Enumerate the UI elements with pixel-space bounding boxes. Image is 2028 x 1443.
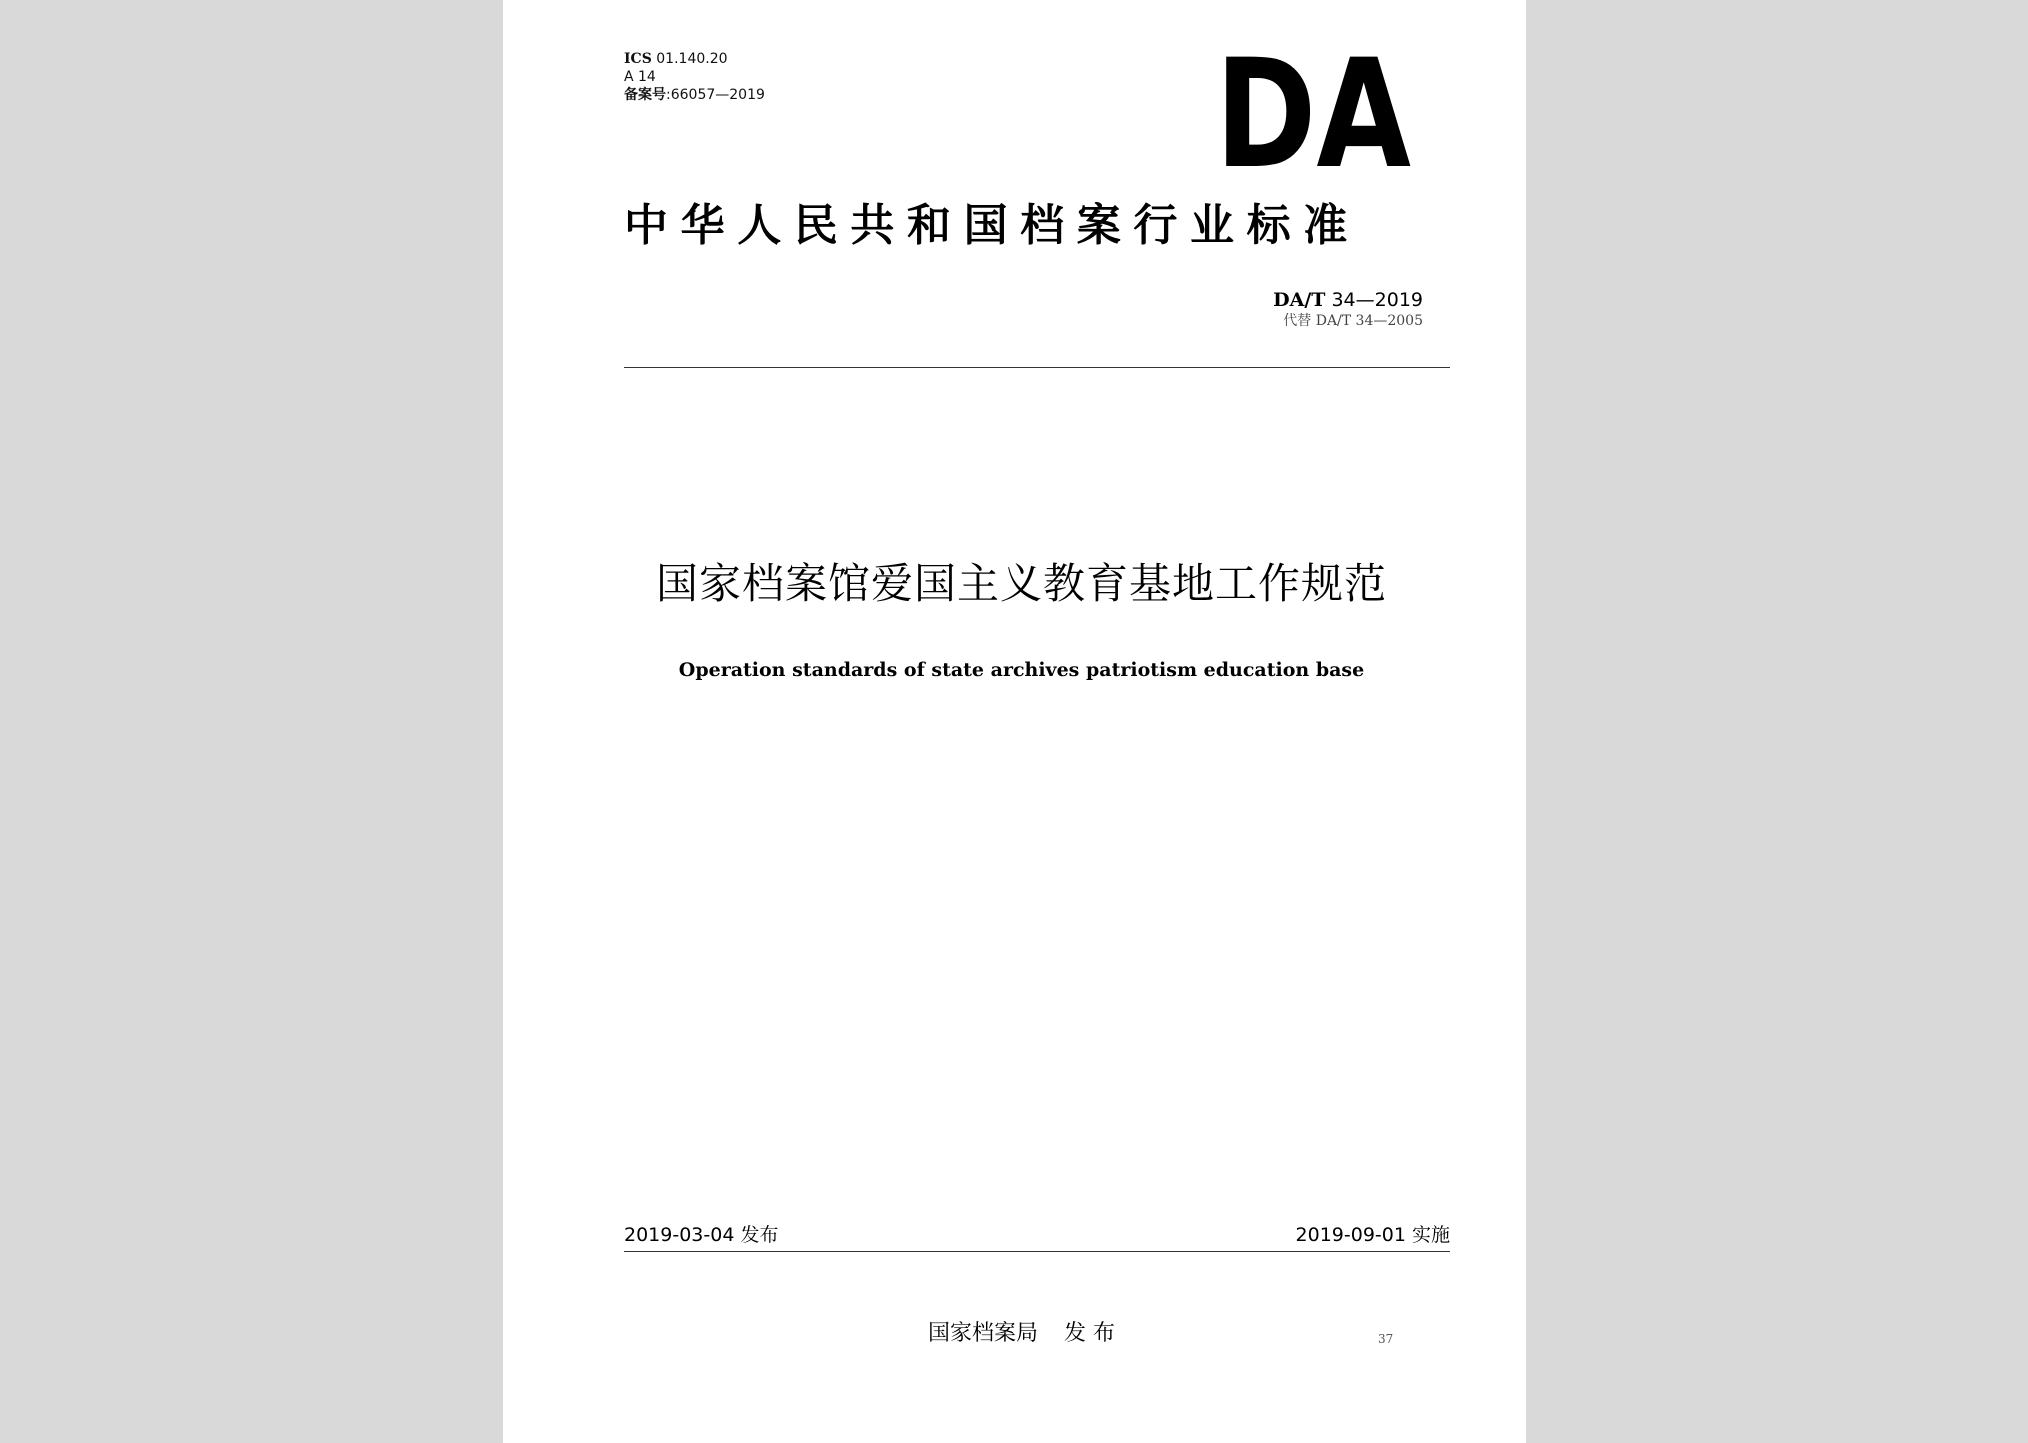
footer-divider (624, 1251, 1450, 1252)
ics-value: 01.140.20 (656, 51, 728, 67)
standard-code (1273, 288, 1423, 312)
header-divider (624, 367, 1450, 368)
document-title: 国家档案馆爱国主义教育基地工作规范 (655, 559, 1387, 608)
standard-code-number: 34—2019 (1325, 289, 1423, 311)
document-subtitle: Operation standards of state archives patriotism education base (678, 659, 1365, 681)
ics-line (624, 50, 765, 68)
publisher-action: 发 布 (1064, 1321, 1115, 1346)
ics-label: ICS (624, 51, 652, 67)
publisher-name: 国家档案局 (927, 1321, 1038, 1346)
standard-title: 中华人民共和国档案行业标准 (624, 200, 1360, 251)
document-page (503, 0, 1526, 1443)
record-value: :66057—2019 (666, 87, 765, 103)
classification-block (624, 50, 765, 104)
page-number: 37 (1378, 1332, 1394, 1346)
replaces-note: 代替 DA/T 34—2005 (1283, 313, 1423, 329)
record-label: 备案号 (624, 87, 666, 103)
release-date: 2019-03-04 发布 (624, 1224, 779, 1246)
standard-code-block (1273, 288, 1423, 330)
da-logo-text: DA (1215, 28, 1411, 202)
class-code: A 14 (624, 69, 656, 85)
standard-code-prefix: DA/T (1273, 289, 1326, 311)
da-logo (1213, 28, 1413, 202)
effective-date: 2019-09-01 实施 (1295, 1224, 1450, 1246)
record-line (624, 86, 765, 104)
